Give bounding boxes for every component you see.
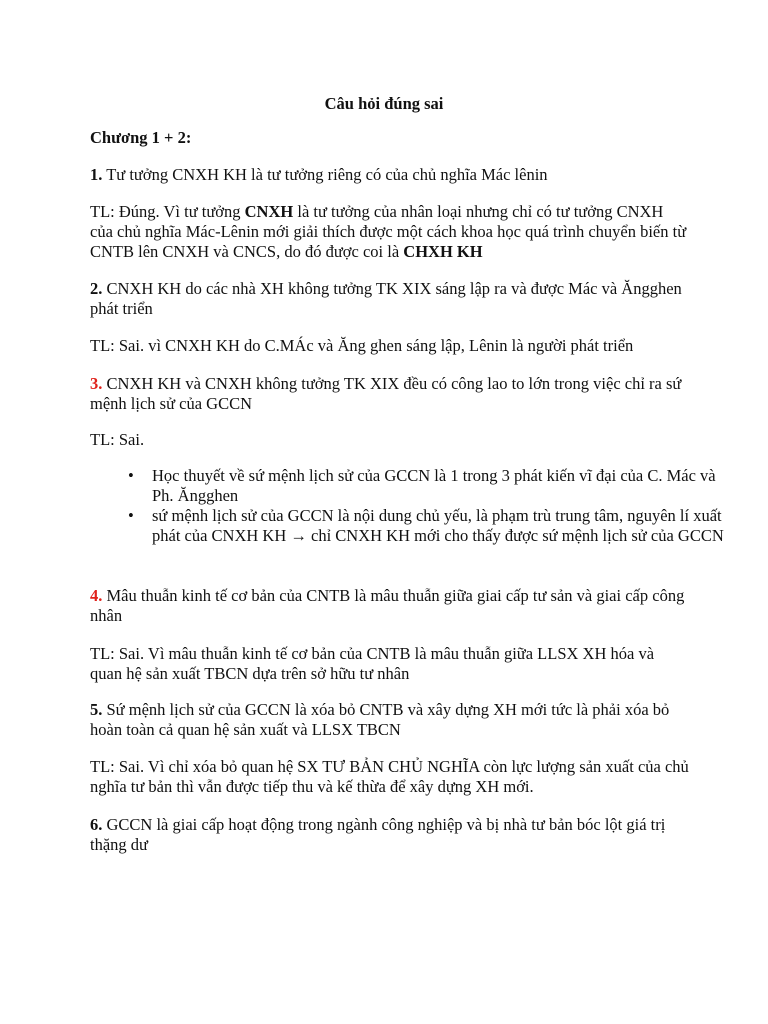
answer-1-bold2: CHXH KH [403,242,483,261]
question-3-text: CNXH KH và CNXH không tưởng TK XIX đều có công lao to lớn trong việc chỉ ra sứ mệnh lịch sử của GCCN [90,374,682,413]
answer-3: TL: Sai. [90,430,145,449]
answer-4: TL: Sai. Vì mâu thuẫn kinh tế cơ bản của CNTB là mâu thuẫn giữa LLSX XH hóa và quan hệ sản xuất TBCN dựa trên sở hữu tư nhân [90,644,655,683]
question-2-text: CNXH KH do các nhà XH không tưởng TK XIX sáng lập ra và được Mác và Ăngghen phát triển [90,279,682,318]
question-6-text: GCCN là giai cấp hoạt động trong ngành công nghiệp và bị nhà tư bản bóc lột giá trị thặng dư [90,815,666,854]
question-4 [90,586,690,626]
question-2-number: 2. [90,279,103,298]
bullet-icon: • [128,466,134,485]
answer-1-bold1: CNXH [244,202,294,221]
question-5-number: 5. [90,700,103,719]
bullet-item [90,466,730,506]
question-1-text: Tư tưởng CNXH KH là tư tưởng riêng có của chủ nghĩa Mác lênin [106,165,548,184]
bullet-text-post: chỉ CNXH KH mới cho thấy được sứ mệnh lịch sử của GCCN [306,526,724,545]
arrow-right-icon: → [290,526,307,545]
bullet-text-pre: sứ mệnh lịch sử của GCCN là nội dung chủ yếu, là phạm trù trung tâm, nguyên lí xuất phát của CNXH KH [152,506,722,545]
bullet-item [90,506,730,546]
question-5-text: Sứ mệnh lịch sử của GCCN là xóa bỏ CNTB và xây dựng XH mới tức là phải xóa bỏ hoàn toàn cả quan hệ sản xuất và LLSX TBCN [90,700,670,739]
question-4-number: 4. [90,586,103,605]
answer-5: TL: Sai. Vì chỉ xóa bỏ quan hệ SX TƯ BẢN CHỦ NGHĨA còn lực lượng sản xuất của chủ nghĩa tư bản thì vẫn được tiếp thu và kế thừa để xây dựng XH mới. [90,757,689,796]
bullet-text: Học thuyết về sứ mệnh lịch sử của GCCN là 1 trong 3 phát kiến vĩ đại của C. Mác và Ph. Ăngghen [152,466,716,505]
question-6 [90,815,690,855]
answer-1-part1: TL: Đúng. Vì tư tưởng [90,202,245,221]
answer-1-part2: là tư tưởng của nhân loại nhưng chỉ có tư tưởng CNXH của chủ nghĩa Mác-Lênin mới giải thích được một cách khoa học quá trình chuyển biến từ CNTB lên CNXH và CNCS, do đó được coi là [90,202,687,261]
question-4-text: Mâu thuẫn kinh tế cơ bản của CNTB là mâu thuẫn giữa giai cấp tư sản và giai cấp công nhân [90,586,685,625]
chapter-heading: Chương 1 + 2: [90,128,192,147]
answer-1 [90,202,690,262]
question-2 [90,279,690,319]
question-5 [90,700,690,740]
question-3 [90,374,690,414]
bullet-icon: • [128,506,134,525]
question-6-number: 6. [90,815,103,834]
answer-3-bullet-list [90,466,730,546]
answer-2: TL: Sai. vì CNXH KH do C.MÁc và Ăng ghen sáng lập, Lênin là người phát triển [90,336,634,355]
question-3-number: 3. [90,374,103,393]
page-title: Câu hỏi đúng sai [324,94,444,113]
question-1-number: 1. [90,165,103,184]
question-1 [90,165,690,185]
